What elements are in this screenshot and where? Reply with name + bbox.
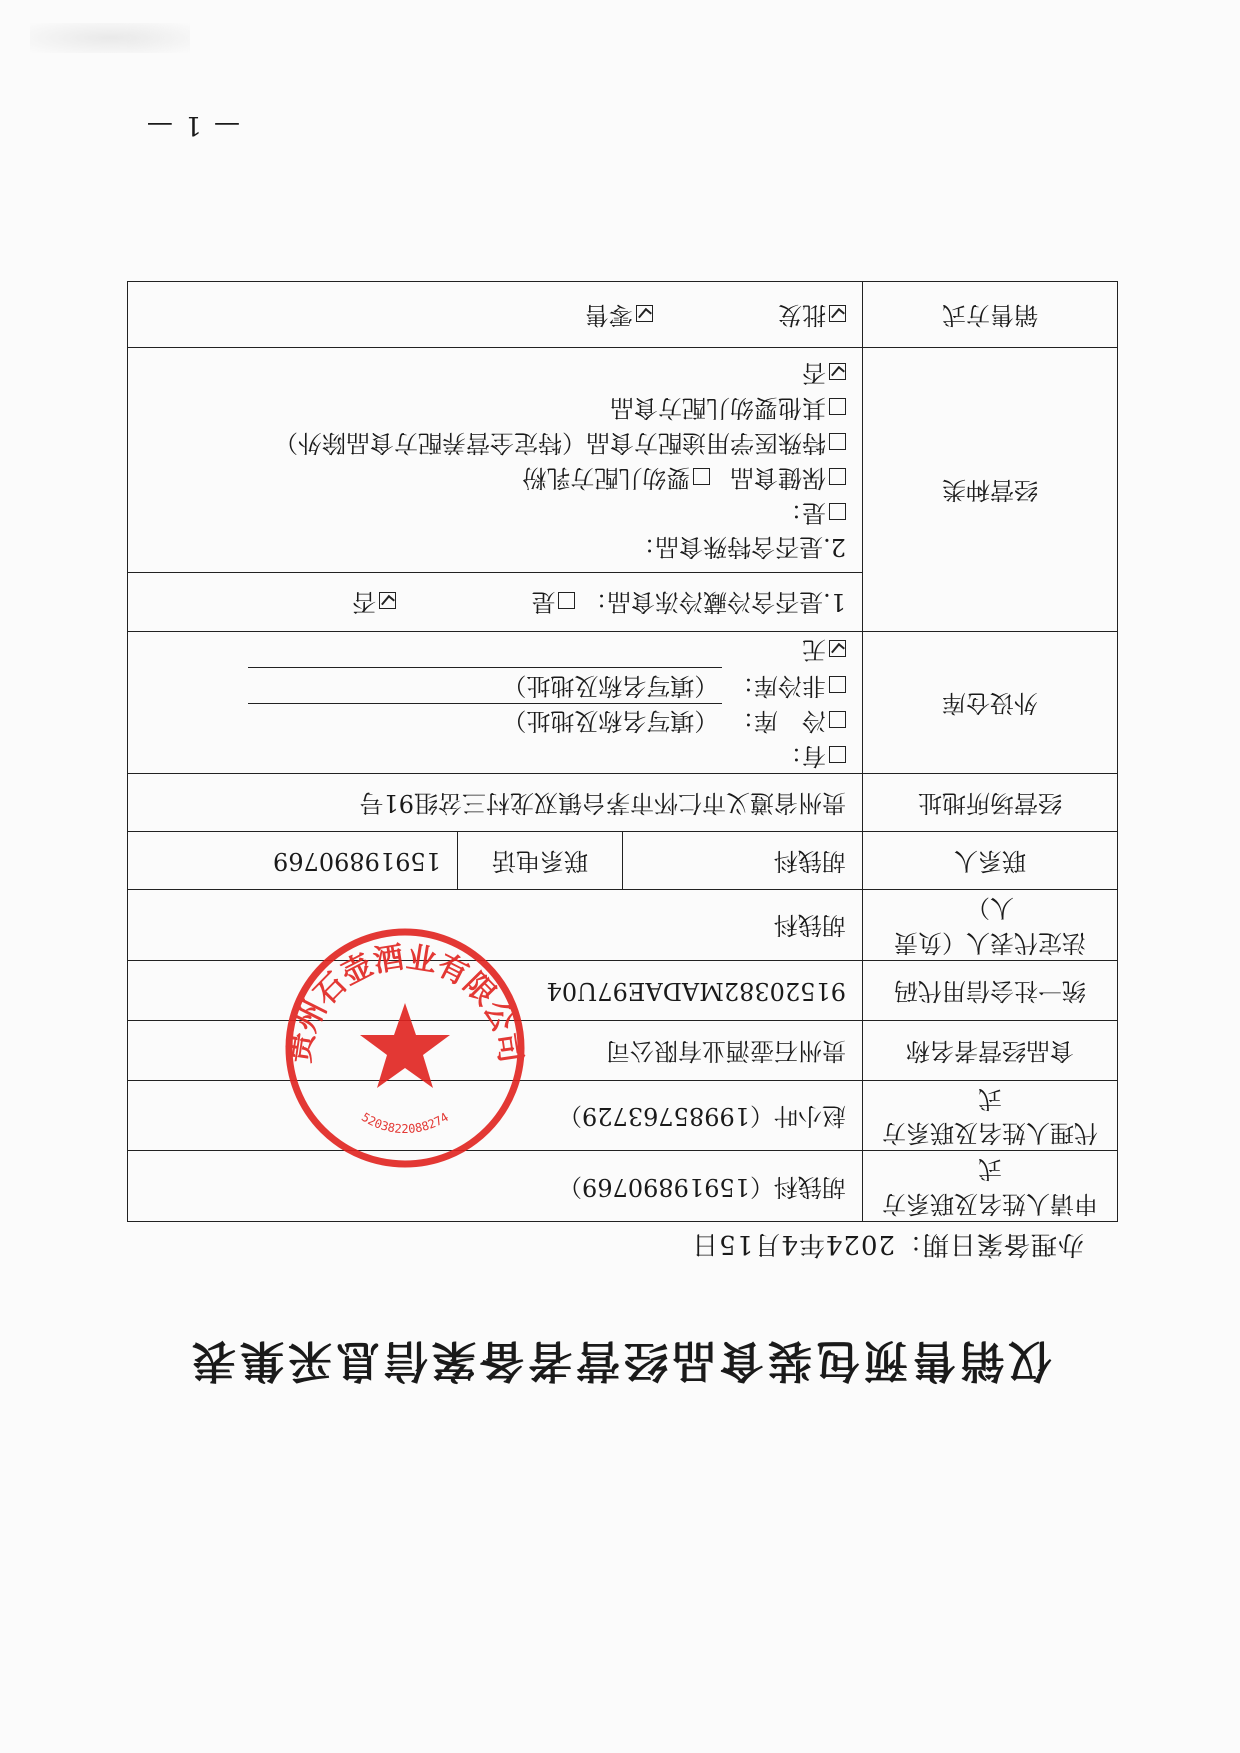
warehouse-noncold-fill-line[interactable]: （填写名称及地址） — [248, 667, 722, 703]
sales-options: 批发 零售 — [127, 282, 862, 348]
credit-code-value: 91520382MADAE97U04 — [127, 960, 862, 1020]
warehouse-have-checkbox[interactable] — [829, 746, 846, 763]
warehouse-cold-option: 冷 库： （填写名称及地址） — [144, 703, 846, 739]
retail-checkbox[interactable] — [636, 305, 653, 322]
agent-value: 赵小叶（19985763729） — [127, 1080, 862, 1151]
table-row — [127, 960, 1117, 1020]
company-seal — [280, 923, 530, 1173]
applicant-label: 申请人姓名及联系方式 — [863, 1151, 1118, 1222]
page-number: — 1 — — [144, 110, 240, 140]
operator-name-value: 贵州石壶酒业有限公司 — [127, 1020, 862, 1080]
form-title: 仅销售预包装食品经营者备案信息采集表 — [188, 1335, 1052, 1386]
table-row — [127, 282, 1117, 348]
applicant-value: 胡钱科（15919890769） — [127, 1151, 862, 1222]
warehouse-noncold-option: 非冷库： （填写名称及地址） — [144, 667, 846, 703]
phone-value: 15919890769 — [127, 832, 457, 890]
operator-name-label: 食品经营者名称 — [863, 1020, 1118, 1080]
seal-code: 5203822088274 — [359, 1109, 451, 1137]
cold-yes-checkbox[interactable] — [558, 592, 575, 609]
table-row — [127, 832, 1117, 890]
warehouse-label: 外设仓库 — [863, 632, 1118, 774]
agent-label: 代理人姓名及联系方式 — [863, 1080, 1118, 1151]
table-row — [127, 632, 1117, 774]
cold-food-question: 1.是否含冷藏冷冻食品： 是 否 — [127, 573, 862, 632]
table-row — [127, 1151, 1117, 1222]
legal-rep-label: 法定代表人（负责人） — [863, 890, 1118, 961]
phone-label: 联系电话 — [458, 832, 623, 890]
table-row — [127, 573, 1117, 632]
seal-text: 贵州石壶酒业有限公司 — [282, 940, 528, 1066]
seal-star-icon — [360, 1003, 450, 1088]
category-label: 经营种类 — [863, 348, 1118, 632]
address-label: 经营场所地址 — [863, 774, 1118, 832]
table-row — [127, 774, 1117, 832]
contact-value: 胡钱科 — [623, 832, 863, 890]
legal-rep-value: 胡钱科 — [127, 890, 862, 961]
special-yes-checkbox[interactable] — [829, 503, 846, 520]
record-date: 办理备案日期：2024年4月15日 — [691, 1229, 1084, 1259]
cold-no-checkbox[interactable] — [379, 592, 396, 609]
wholesale-checkbox[interactable] — [829, 305, 846, 322]
special-no-checkbox[interactable] — [829, 363, 846, 380]
warehouse-cold-checkbox[interactable] — [829, 711, 846, 728]
sales-label: 销售方式 — [863, 282, 1118, 348]
warehouse-noncold-checkbox[interactable] — [829, 676, 846, 693]
warehouse-cold-fill-line[interactable]: （填写名称及地址） — [248, 703, 722, 739]
warehouse-have-option: 有： — [144, 738, 846, 773]
scan-smudge — [30, 23, 190, 53]
special-food-question: 2.是否含特殊食品： 是： 保健食品 婴幼儿配方乳粉 特殊医学用途配方食品（特定全营养配方食品除外） 其他婴幼儿配方食品 否 — [127, 348, 862, 573]
warehouse-options — [127, 632, 862, 774]
table-row — [127, 890, 1117, 961]
contact-label: 联系人 — [863, 832, 1118, 890]
infant-formula-checkbox[interactable] — [693, 468, 710, 485]
credit-code-label: 统一社会信用代码 — [863, 960, 1118, 1020]
warehouse-none-checkbox[interactable] — [829, 640, 846, 657]
info-table — [127, 281, 1118, 1222]
warehouse-none-option: 无 — [144, 632, 846, 667]
other-infant-checkbox[interactable] — [829, 398, 846, 415]
address-value: 贵州省遵义市仁怀市茅台镇双龙村三岔组91号 — [127, 774, 862, 832]
table-row — [127, 1020, 1117, 1080]
table-row — [127, 1080, 1117, 1151]
health-food-checkbox[interactable] — [829, 468, 846, 485]
medical-food-checkbox[interactable] — [829, 433, 846, 450]
